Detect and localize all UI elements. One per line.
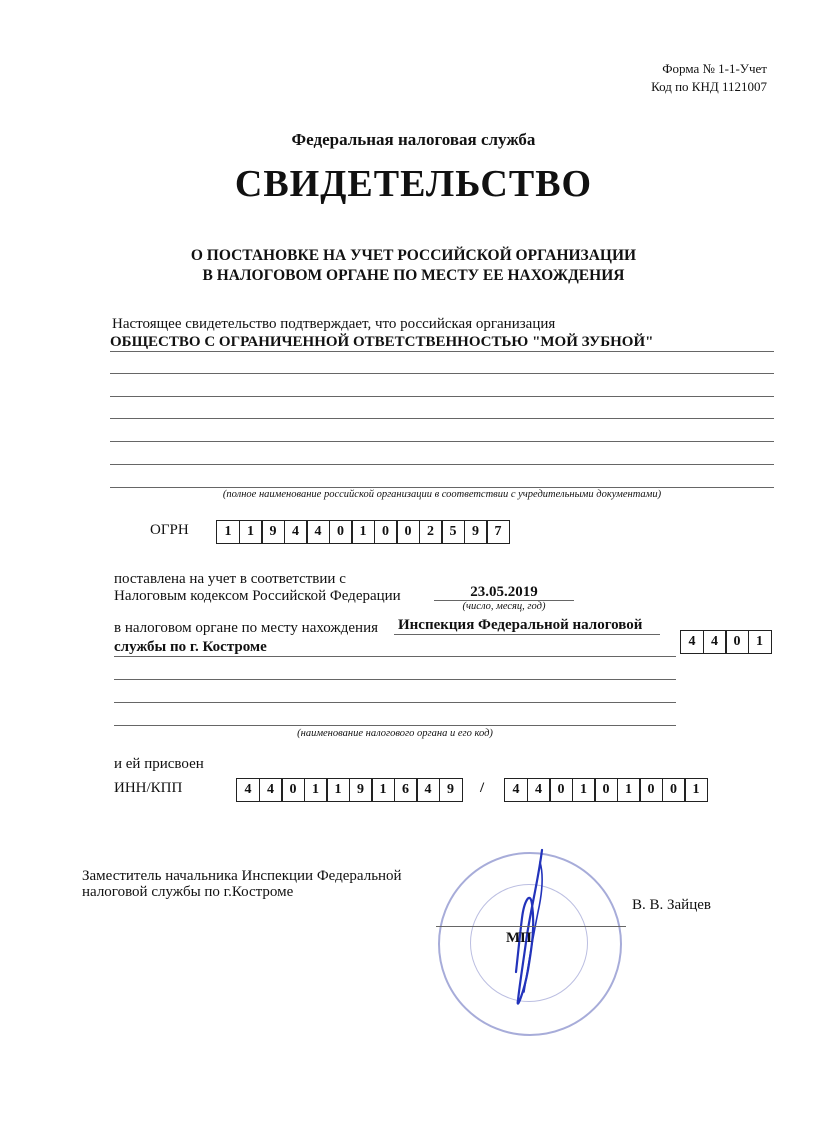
kpp-digit-cell: 1 [684, 778, 708, 802]
ogrn-digit-cell: 0 [329, 520, 353, 544]
org-line-4 [110, 418, 774, 419]
ogrn-digit-cell: 1 [239, 520, 263, 544]
inn-digit-cell: 0 [281, 778, 305, 802]
registration-line-1: поставлена на учет в соответствии с [114, 571, 346, 587]
tax-authority-line-2 [114, 679, 676, 680]
tax-authority-name-2: службы по г. Костроме [114, 639, 267, 655]
document-subtitle [0, 246, 827, 286]
kpp-digit-cell: 0 [549, 778, 573, 802]
ogrn-digit-cell: 9 [464, 520, 488, 544]
kpp-digit-cell: 4 [527, 778, 551, 802]
org-line-7 [110, 487, 774, 488]
seal-label: МП [506, 930, 532, 946]
ogrn-digit-cell: 1 [351, 520, 375, 544]
tax-authority-code-cells [680, 630, 772, 654]
org-line-1 [110, 351, 774, 352]
ogrn-cells [216, 520, 510, 544]
inn-kpp-separator: / [480, 780, 485, 796]
kpp-digit-cell: 1 [617, 778, 641, 802]
tax-authority-name-1: Инспекция Федеральной налоговой [398, 617, 643, 633]
agency-name: Федеральная налоговая служба [291, 130, 536, 149]
form-number: Форма № 1-1-Учет [662, 61, 767, 76]
tax-authority-code-digit-cell: 1 [748, 630, 772, 654]
tax-authority-caption: (наименование налогового органа и его код) [297, 728, 493, 739]
ogrn-digit-cell: 0 [374, 520, 398, 544]
document-title: СВИДЕТЕЛЬСТВО [234, 163, 593, 205]
ogrn-digit-cell: 4 [306, 520, 330, 544]
date-caption: (число, месяц, год) [462, 601, 546, 612]
assigned-label: и ей присвоен [114, 756, 204, 772]
kpp-digit-cell: 0 [639, 778, 663, 802]
inn-digit-cell: 9 [349, 778, 373, 802]
tax-authority-code-digit-cell: 4 [680, 630, 704, 654]
org-line-2 [110, 373, 774, 374]
inn-digit-cell: 6 [394, 778, 418, 802]
kpp-digit-cell: 1 [572, 778, 596, 802]
kpp-cells [504, 778, 708, 802]
org-line-3 [110, 396, 774, 397]
ogrn-label: ОГРН [150, 522, 189, 538]
org-line-6 [110, 464, 774, 465]
kpp-digit-cell: 0 [594, 778, 618, 802]
tax-authority-line-3 [114, 702, 676, 703]
org-line-5 [110, 441, 774, 442]
inn-digit-cell: 4 [416, 778, 440, 802]
ogrn-digit-cell: 9 [261, 520, 285, 544]
inn-digit-cell: 4 [236, 778, 260, 802]
ogrn-digit-cell: 4 [284, 520, 308, 544]
ogrn-digit-cell: 2 [419, 520, 443, 544]
organization-caption: (полное наименование российской организации в соответствии с учредительными документами) [222, 489, 662, 500]
subtitle-line-2: В НАЛОГОВОМ ОРГАНЕ ПО МЕСТУ ЕЕ НАХОЖДЕНИЯ [202, 267, 625, 284]
signature-line [436, 926, 626, 927]
tax-authority-code-digit-cell: 0 [725, 630, 749, 654]
ogrn-digit-cell: 0 [396, 520, 420, 544]
registration-date: 23.05.2019 [470, 584, 538, 600]
tax-authority-line-1 [114, 656, 676, 657]
form-number-block [651, 60, 767, 96]
signatory-title-2: налоговой службы по г.Костроме [82, 884, 294, 900]
knd-code: Код по КНД 1121007 [651, 79, 767, 94]
inn-kpp-label: ИНН/КПП [114, 780, 183, 796]
inn-digit-cell: 1 [304, 778, 328, 802]
intro-text: Настоящее свидетельство подтверждает, что российская организация [112, 316, 556, 332]
inn-digit-cell: 1 [326, 778, 350, 802]
inn-cells [236, 778, 463, 802]
inn-digit-cell: 1 [371, 778, 395, 802]
kpp-digit-cell: 4 [504, 778, 528, 802]
ogrn-digit-cell: 5 [441, 520, 465, 544]
ogrn-digit-cell: 1 [216, 520, 240, 544]
kpp-digit-cell: 0 [662, 778, 686, 802]
tax-authority-prefix: в налоговом органе по месту нахождения [114, 620, 379, 636]
inn-digit-cell: 4 [259, 778, 283, 802]
tax-authority-line-4 [114, 725, 676, 726]
signatory-name: В. В. Зайцев [632, 897, 711, 913]
signatory-title-1: Заместитель начальника Инспекции Федеральной [82, 868, 402, 884]
inn-digit-cell: 9 [439, 778, 463, 802]
tax-authority-code-digit-cell: 4 [703, 630, 727, 654]
ogrn-digit-cell: 7 [486, 520, 510, 544]
subtitle-line-1: О ПОСТАНОВКЕ НА УЧЕТ РОССИЙСКОЙ ОРГАНИЗАЦИИ [190, 247, 637, 264]
tax-authority-line-0 [394, 634, 660, 635]
registration-line-2: Налоговым кодексом Российской Федерации [114, 588, 401, 604]
organization-name: ОБЩЕСТВО С ОГРАНИЧЕННОЙ ОТВЕТСТВЕННОСТЬЮ "МОЙ ЗУБНОЙ" [110, 334, 654, 350]
